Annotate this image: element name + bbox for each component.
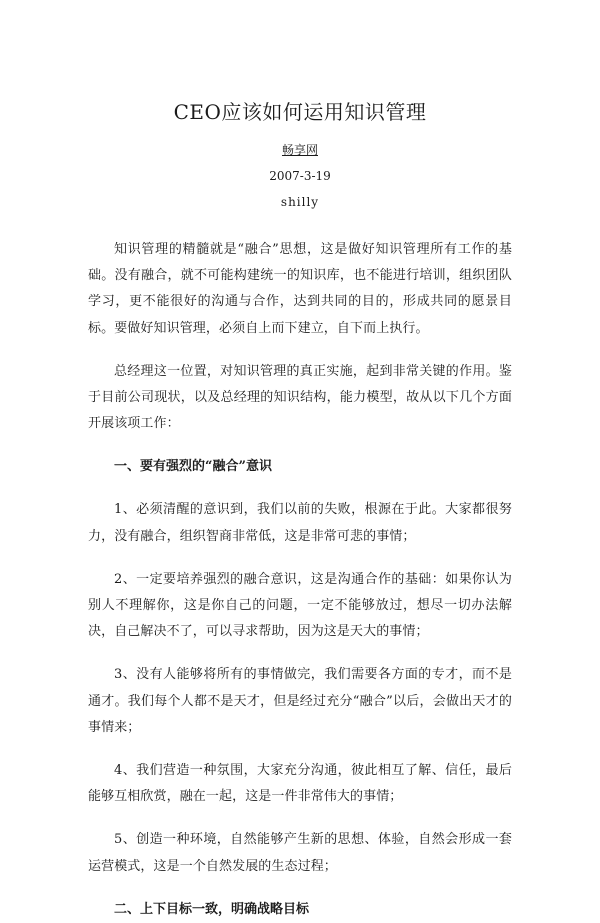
list-item-5: 5、创造一种环境，自然能够产生新的思想、体验，自然会形成一套运营模式，这是一个自然发展的生态过程；	[88, 832, 512, 874]
list-item-4: 4、我们营造一种氛围，大家充分沟通，彼此相互了解、信任，最后能够互相欣赏，融在一起，这是一件非常伟大的事情；	[88, 763, 512, 805]
section-heading-2: 二、上下目标一致，明确战略目标	[114, 901, 310, 917]
document-title: CEO应该如何运用知识管理	[173, 100, 427, 124]
list-item-1: 1、必须清醒的意识到，我们以前的失败，根源在于此。大家都很努力，没有融合，组织智商非常低，这是非常可悲的事情；	[88, 502, 512, 544]
document-body	[88, 237, 512, 923]
list-item-2: 2、一定要培养强烈的融合意识，这是沟通合作的基础：如果你认为别人不理解你，这是你自己的问题，一定不能够放过，想尽一切办法解决，自己解决不了，可以寻求帮助，因为这是天大的事情；	[88, 571, 512, 640]
list-item-3: 3、没有人能够将所有的事情做完，我们需要各方面的专才，而不是通才。我们每个人都不是天才，但是经过充分“融合”以后，会做出天才的事情来；	[88, 667, 512, 735]
paragraph-context: 总经理这一位置，对知识管理的真正实施，起到非常关键的作用。鉴于目前公司现状，以及总经理的知识结构，能力模型，故从以下几个方面开展该项工作：	[88, 363, 512, 432]
author-name: shilly	[280, 195, 320, 209]
source-link[interactable]: 畅享网	[281, 143, 318, 157]
publish-date: 2007-3-19	[269, 169, 331, 183]
paragraph-intro: 知识管理的精髓就是“融合”思想，这是做好知识管理所有工作的基础。没有融合，就不可能构建统一的知识库，也不能进行培训，组织团队学习，更不能很好的沟通与合作，达到共同的目的，形成共同的愿景目标。要做好知识管理，必须自上而下建立，自下而上执行。	[88, 242, 512, 336]
section-heading-1: 一、要有强烈的“融合”意识	[114, 459, 272, 475]
